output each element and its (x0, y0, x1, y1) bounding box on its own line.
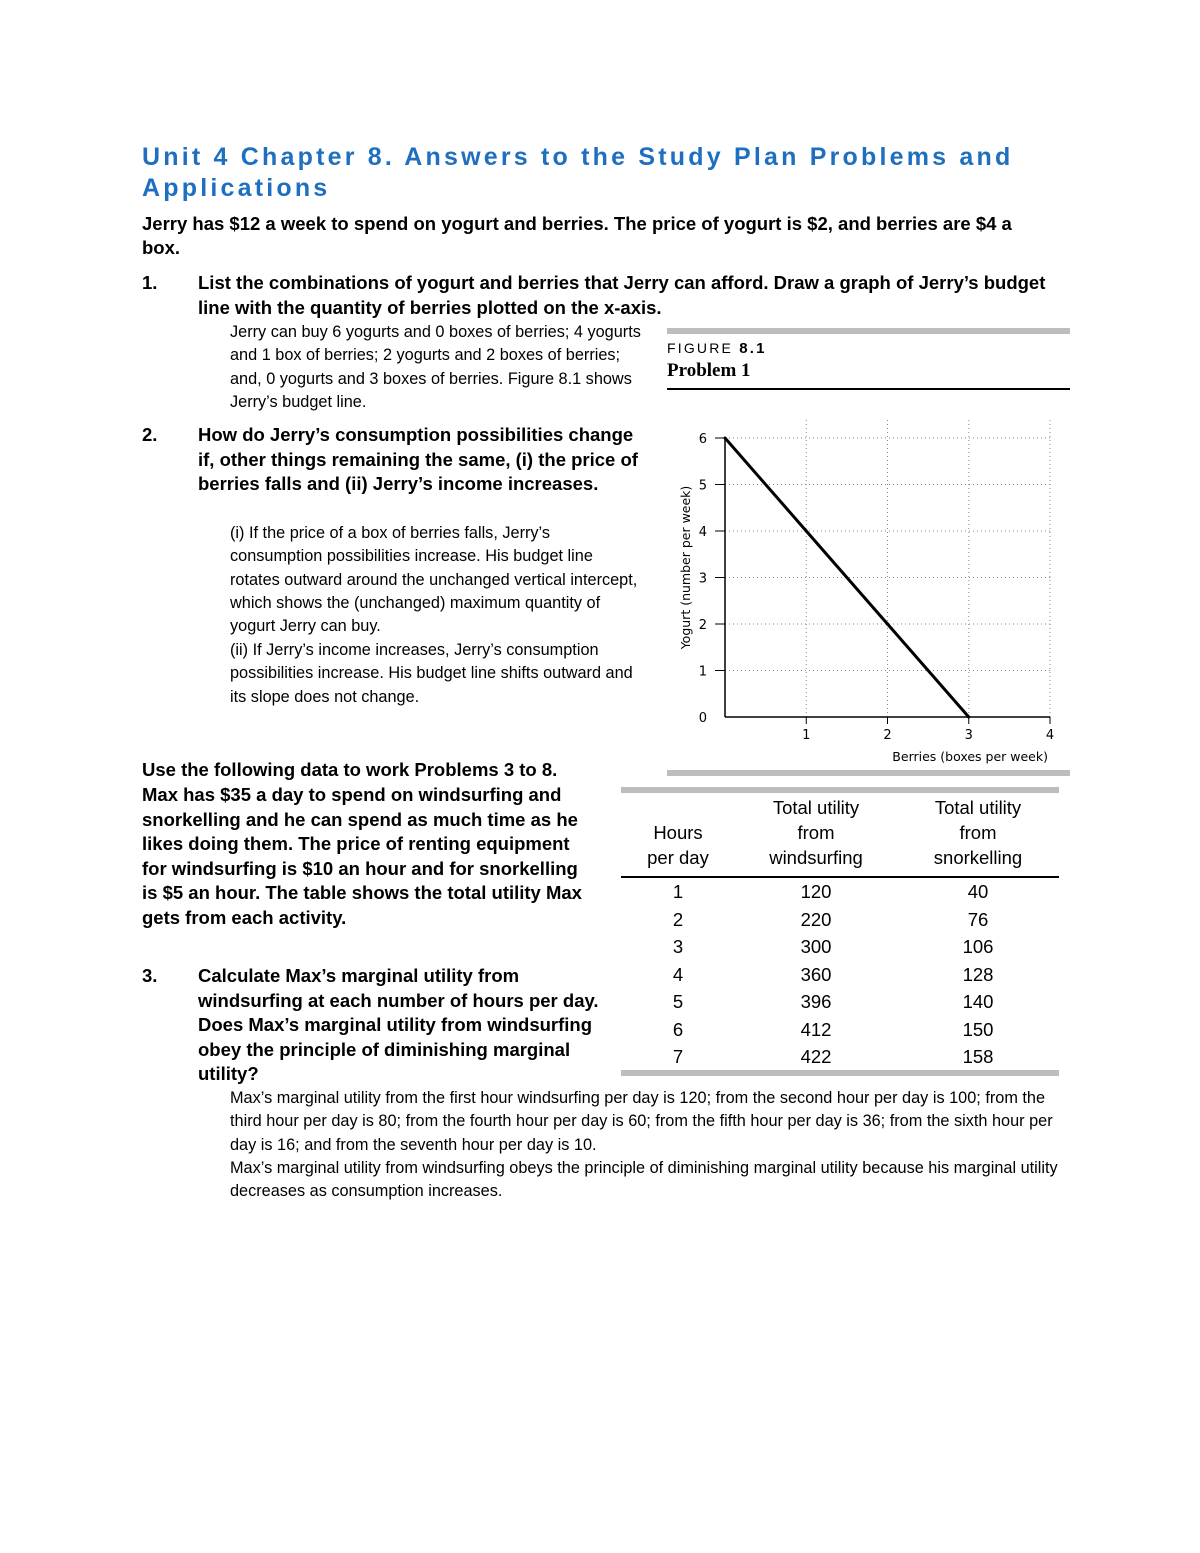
budget-line-chart (660, 395, 1070, 770)
y-tick-label: 0 (698, 711, 707, 726)
q2-answer-i: (i) If the price of a box of berries falls, Jerry’s consumption possibilities increase. His budget line rotates outward around the unchanged vertical intercept, which shows the (unchanged) maximum quantity of yogurt Jerry can buy. (230, 524, 638, 636)
y-tick-label: 2 (698, 618, 707, 633)
y-tick-label: 3 (698, 571, 707, 587)
q2-answer-ii: (ii) If Jerry’s income increases, Jerry’s consumption possibilities increase. His budget line shifts outward and its slope does not change. (230, 641, 633, 706)
q1-answer: Jerry can buy 6 yogurts and 0 boxes of berries; 4 yogurts and 1 box of berries; 2 yogurts and 2 boxes of berries; and, 0 yogurts and 3 boxes of berries. Figure 8.1 shows Jerry’s budget line. (230, 323, 641, 411)
q3-answer-1: Max’s marginal utility from the first hour windsurfing per day is 120; from the second hour per day is 100; from the third hour per day is 80; from the fourth hour per day is 60; from the fifth hour per day is 36; from the sixth hour per day is 16; and from the seventh hour per day is 10. (230, 1089, 1053, 1154)
chart-grid (725, 420, 1050, 717)
x-tick-label: 2 (883, 728, 892, 743)
y-tick-label: 1 (698, 664, 707, 680)
chart-ticks (699, 432, 1054, 743)
header-snorkelling: Total utility from snorkelling (933, 797, 1023, 868)
y-tick-label: 6 (698, 432, 707, 447)
utility-table (621, 795, 1059, 1071)
figure-top-rule (667, 328, 1070, 334)
table-row: 1 120 40 (672, 881, 989, 902)
y-tick-label: 5 (698, 478, 707, 494)
x-tick-label: 3 (964, 728, 973, 743)
x-tick-label: 1 (802, 728, 811, 743)
table-row: 3 300 106 (672, 936, 994, 957)
table-row: 4 360 128 (672, 963, 994, 985)
q3-text: Calculate Max’s marginal utility from windsurfing at each number of hours per day. Does Max’s marginal utility from windsurfing obey the principle of diminishing marginal utility? (198, 965, 599, 1084)
header-windsurfing: Total utility from windsurfing (769, 797, 863, 868)
table-row: 2 220 76 (672, 908, 989, 930)
table-row: 6 412 150 (672, 1018, 994, 1040)
table-row: 7 422 158 (672, 1046, 994, 1067)
x-tick-label: 4 (1045, 728, 1055, 743)
figure-title: Problem 1 (667, 360, 751, 381)
q1-number: 1. (142, 272, 158, 293)
figure-label-word: FIGURE (667, 340, 734, 356)
figure-bottom-rule (667, 770, 1070, 776)
table-bottom-rule (621, 1070, 1059, 1076)
intro-text: Jerry has $12 a week to spend on yogurt and berries. The price of yogurt is $2, and berries are $4 a box. (142, 213, 1012, 258)
figure-label-number: 8.1 (739, 340, 767, 357)
use-data-text: Use the following data to work Problems 3 to 8. (142, 759, 558, 780)
figure-label (667, 340, 767, 357)
q2-number: 2. (142, 424, 158, 445)
q3-answer-2: Max’s marginal utility from windsurfing obeys the principle of diminishing marginal utility because his marginal utility decreases as consumption increases. (230, 1159, 1058, 1201)
x-axis-label: Berries (boxes per week) (892, 749, 1048, 764)
q2-text: How do Jerry’s consumption possibilities change if, other things remaining the same, (i) the price of berries falls and (ii) Jerry’s income increases. (198, 424, 638, 494)
header-hours: Hours per day (647, 822, 709, 868)
y-axis-label: Yogurt (number per week) (678, 485, 693, 650)
table-top-rule (621, 787, 1059, 793)
q3-number: 3. (142, 965, 158, 986)
max-text: Max has $35 a day to spend on windsurfing and snorkelling and he can spend as much time as he likes doing them. The price of renting equipment for windsurfing is $10 an hour and for snorkelling is $5 an hour. The table shows the total utility Max gets from each activity. (142, 784, 582, 928)
y-tick-label: 4 (698, 525, 707, 540)
page-title: Unit 4 Chapter 8. Answers to the Study Plan Problems and Applications (142, 143, 1014, 202)
table-row: 5 396 140 (672, 991, 994, 1012)
figure-title-rule (667, 388, 1070, 390)
q1-text: List the combinations of yogurt and berries that Jerry can afford. Draw a graph of Jerry’s budget line with the quantity of berries plotted on the x-axis. (198, 272, 1046, 318)
